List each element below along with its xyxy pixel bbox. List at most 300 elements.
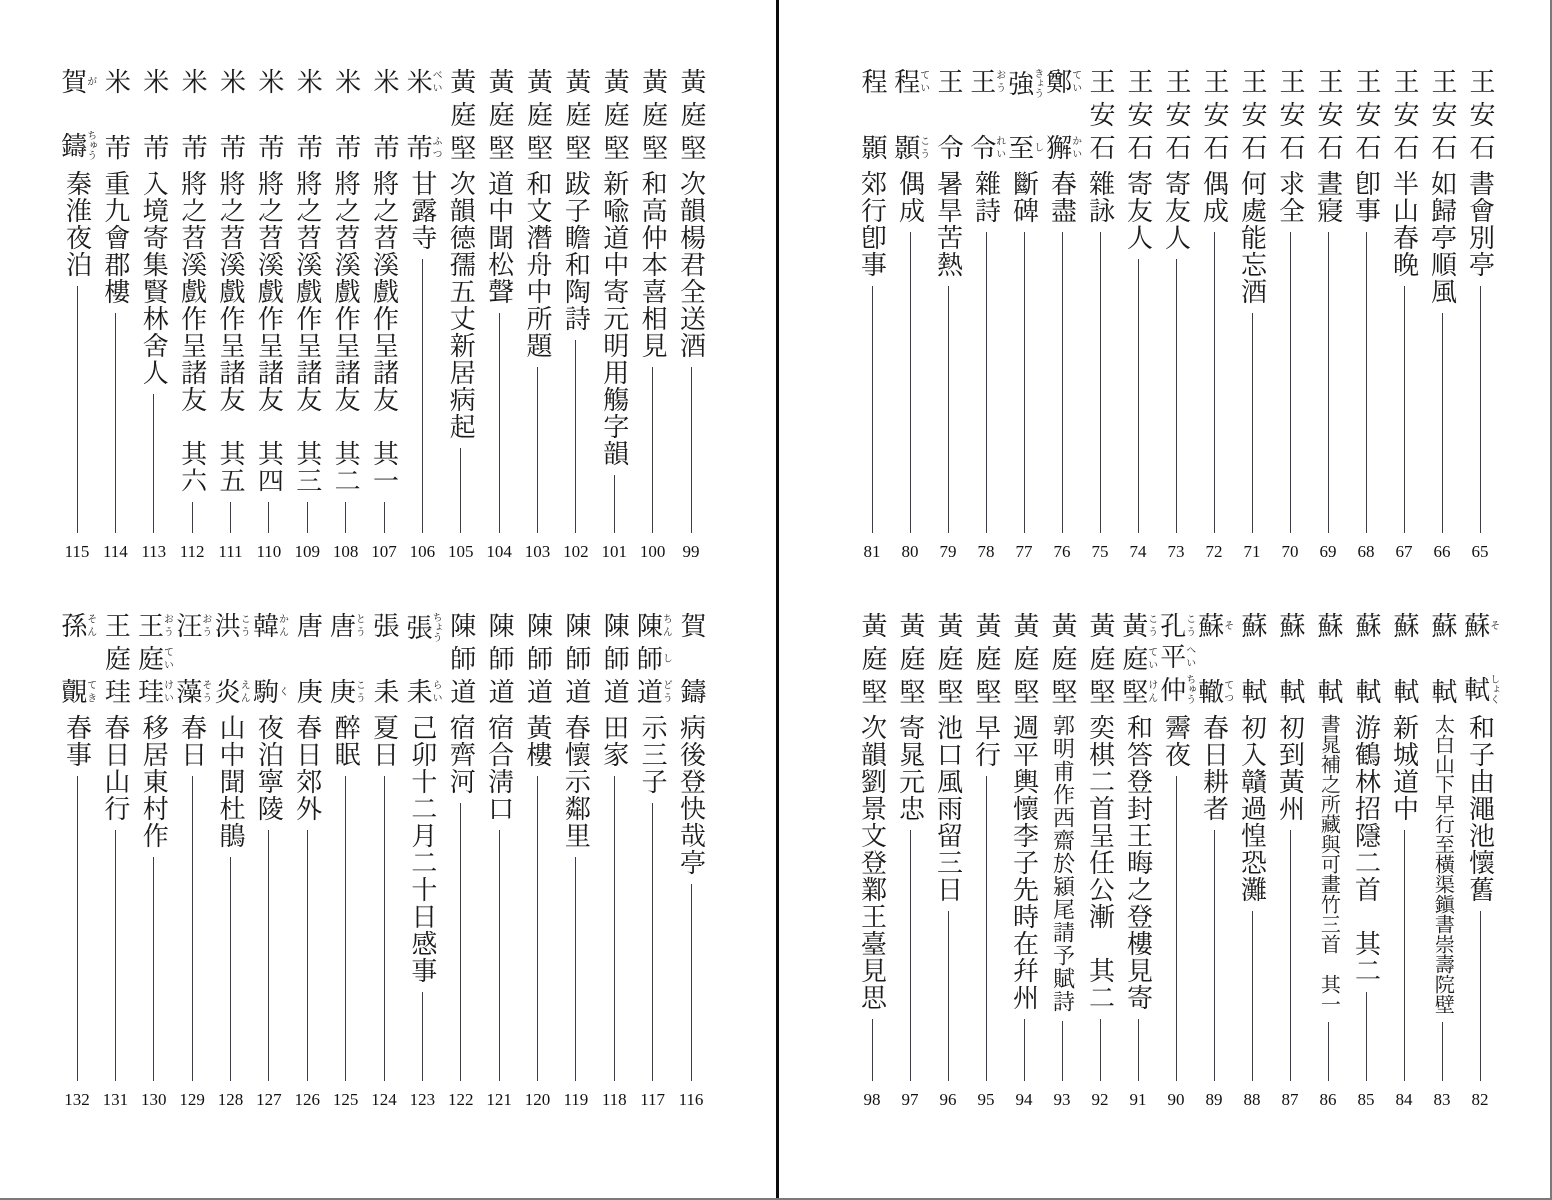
entry-leader-line <box>1252 313 1253 533</box>
entry-page-number: 91 <box>1129 1090 1147 1109</box>
author-char: 庭 <box>101 645 131 671</box>
toc-entry <box>1005 612 1043 1110</box>
toc-entry <box>595 612 633 1110</box>
entry-page-number: 128 <box>217 1090 244 1109</box>
entry-leader-line <box>460 448 461 533</box>
author-char: 蘇 <box>1352 612 1381 638</box>
entry-leader-line <box>910 232 911 533</box>
author-char: 堅 <box>858 678 887 704</box>
author-furigana: どう <box>660 678 672 704</box>
entry-page-number: 116 <box>678 1090 704 1109</box>
entry-leader-line <box>1062 1021 1063 1081</box>
author-char: 安 <box>1200 101 1229 127</box>
entry-leader-line <box>460 803 461 1081</box>
author-char: 王 <box>1086 68 1115 94</box>
author-char: 堅 <box>561 134 591 160</box>
entry-leader-line <box>691 367 692 533</box>
entry-page-number: 106 <box>409 542 436 561</box>
author-furigana: ちょう <box>430 612 442 642</box>
entry-leader-line <box>115 830 116 1081</box>
entry-author-name <box>640 68 666 160</box>
author-char: 師 <box>600 645 630 671</box>
author-char: 庭 <box>934 645 963 671</box>
entry-leader-line <box>1480 911 1481 1081</box>
author-char: 轍てつ <box>1194 678 1233 704</box>
entry-poem-title: 醉眠 <box>331 714 361 768</box>
author-char: 王 <box>1390 68 1419 94</box>
entry-leader-line <box>153 394 154 533</box>
toc-entry <box>96 68 134 562</box>
entry-poem-title: 初入贛過惶恐灘 <box>1237 714 1267 903</box>
author-char: 米 <box>370 68 399 94</box>
author-char: 安 <box>1124 101 1153 127</box>
entry-leader-line <box>422 259 423 533</box>
author-char: 強きょう <box>1004 68 1043 98</box>
author-char: 陳 <box>600 612 630 638</box>
entry-poem-title: 奕棋二首呈任公漸 其二 <box>1085 714 1115 1011</box>
entry-poem-title: 甘露寺 <box>407 170 437 251</box>
author-char: 孔こう <box>1156 612 1195 638</box>
toc-entry <box>1195 612 1233 1110</box>
author-furigana: てい <box>1069 68 1081 94</box>
entry-poem-title: 田家 <box>599 714 629 768</box>
entry-page-number: 132 <box>64 1090 90 1109</box>
entry-author-name <box>1196 612 1233 704</box>
author-char: 米 <box>178 68 208 94</box>
entry-author-name <box>256 68 282 160</box>
author-char: 蘇 <box>1314 612 1343 638</box>
author-furigana: こう <box>1183 612 1195 638</box>
entry-author-name <box>678 612 704 704</box>
entry-page-number: 108 <box>332 542 359 561</box>
entry-leader-line <box>614 475 615 533</box>
author-char: 王 <box>1466 68 1495 94</box>
toc-entry <box>442 68 480 562</box>
entry-author-name <box>1462 612 1499 704</box>
entry-page-number: 73 <box>1167 542 1185 561</box>
author-furigana: が <box>84 68 96 94</box>
entry-author-name <box>101 612 131 704</box>
toc-entry <box>327 612 365 1110</box>
author-char: 道どう <box>633 678 672 704</box>
entry-leader-line <box>537 776 538 1081</box>
author-char: 王 <box>101 612 131 638</box>
entry-leader-line <box>384 502 385 533</box>
author-char: 芾 <box>254 134 284 160</box>
author-char: 庭 <box>1086 645 1115 671</box>
entry-author-name <box>563 612 589 704</box>
author-char: 庭 <box>638 101 668 127</box>
entry-page-number: 104 <box>486 542 512 561</box>
entry-leader-line <box>1366 232 1367 533</box>
entry-page-number: 110 <box>256 542 282 561</box>
entry-author-name <box>404 612 441 704</box>
toc-entry <box>967 612 1005 1110</box>
author-furigana: く <box>276 678 288 704</box>
entry-leader-line <box>268 502 269 533</box>
author-char: 鄭てい <box>1042 68 1081 94</box>
entry-author-name <box>141 68 167 160</box>
author-char: 堅 <box>896 678 925 704</box>
author-char: 芾 <box>101 134 131 160</box>
entry-poem-title: 春日耕者 <box>1199 714 1229 822</box>
entry-author-name <box>448 612 474 704</box>
author-furigana: とう <box>353 612 365 638</box>
entry-poem-title: 次韻楊君全送酒 <box>676 170 706 359</box>
entry-page-number: 118 <box>601 1090 627 1109</box>
author-char: 庭 <box>485 101 515 127</box>
author-char: 張 <box>370 612 399 638</box>
author-char: 芾 <box>139 134 169 160</box>
author-char: 安 <box>1466 101 1495 127</box>
entry-author-name <box>1315 612 1341 704</box>
entry-leader-line <box>1366 992 1367 1081</box>
author-char: 黃 <box>1086 612 1115 638</box>
entry-author-name <box>897 612 923 704</box>
author-char: 黃 <box>638 68 668 94</box>
entry-page-number: 101 <box>601 542 627 561</box>
author-furigana: おう <box>993 68 1005 94</box>
author-char: 堅 <box>972 678 1001 704</box>
toc-entry <box>1271 612 1309 1110</box>
entry-author-name <box>600 68 630 160</box>
author-char: 耒 <box>370 678 399 704</box>
toc-entry <box>891 68 929 562</box>
entry-author-name <box>1391 68 1417 160</box>
author-char: 芾ふつ <box>403 134 442 160</box>
author-char: 安 <box>1162 101 1191 127</box>
author-char: 蘇 <box>1238 612 1267 638</box>
entry-poem-title: 和子由澠池懷舊 <box>1465 714 1495 903</box>
entry-leader-line <box>307 830 308 1081</box>
entry-author-name <box>634 612 671 704</box>
author-char: 至し <box>1004 134 1043 160</box>
toc-entry <box>1119 612 1157 1110</box>
entry-poem-title: 夏日 <box>369 714 399 768</box>
entry-poem-title: 太白山下早行至橫渠鎭書崇壽院壁 <box>1431 714 1454 1014</box>
author-char: 黃 <box>934 612 963 638</box>
entry-poem-title: 早行 <box>971 714 1001 768</box>
entry-author-name <box>1006 68 1043 160</box>
author-char: 米 <box>101 68 131 94</box>
entry-page-number: 66 <box>1433 542 1451 561</box>
author-char: 王 <box>934 68 963 94</box>
entry-author-name <box>59 612 96 704</box>
author-char: 唐とう <box>326 612 365 638</box>
toc-entry <box>672 68 710 562</box>
entry-page-number: 102 <box>563 542 589 561</box>
entry-page-number: 65 <box>1471 542 1489 561</box>
author-char: 珪けい <box>134 678 173 704</box>
entry-author-name <box>1158 612 1195 704</box>
entry-page-number: 74 <box>1129 542 1147 561</box>
author-char: 黃こう <box>1118 612 1157 638</box>
entry-author-name <box>1125 68 1151 160</box>
entry-author-name <box>212 612 249 704</box>
author-char: 令 <box>934 134 963 160</box>
author-char: 庭 <box>677 101 706 127</box>
entry-page-number: 103 <box>524 542 551 561</box>
toc-entry <box>173 612 211 1110</box>
author-char: 蘇 <box>1276 612 1305 638</box>
entry-leader-line <box>652 367 653 533</box>
author-char: 道 <box>600 678 630 704</box>
entry-poem-title: 春日 <box>177 714 207 768</box>
entry-author-name <box>935 612 961 704</box>
author-char: 王 <box>1352 68 1381 94</box>
toc-entry <box>1043 612 1081 1110</box>
entry-author-name <box>1049 612 1075 704</box>
author-char: 米 <box>254 68 284 94</box>
entry-leader-line <box>691 884 692 1081</box>
entry-page-number: 81 <box>863 542 881 561</box>
toc-entry <box>1119 68 1157 562</box>
entry-poem-title: 秦淮夜泊 <box>62 170 92 278</box>
author-char: 黃 <box>1010 612 1039 638</box>
entry-page-number: 100 <box>639 542 666 561</box>
entry-author-name <box>1353 612 1379 704</box>
toc-entry <box>1195 68 1233 562</box>
entry-page-number: 129 <box>179 1090 205 1109</box>
author-char: 張ちょう <box>403 612 442 642</box>
entry-poem-title: 次韻劉景文登鄴王臺見思 <box>857 714 887 1011</box>
author-char: 王おう <box>134 612 173 638</box>
toc-entry <box>1461 612 1499 1110</box>
author-furigana: べい <box>430 68 442 94</box>
entry-author-name <box>1087 612 1113 704</box>
entry-leader-line <box>948 286 949 533</box>
author-char: 安 <box>1238 101 1267 127</box>
entry-leader-line <box>307 502 308 533</box>
entry-page-number: 87 <box>1281 1090 1299 1109</box>
entry-page-number: 80 <box>901 542 919 561</box>
toc-entry <box>1309 68 1347 562</box>
entry-author-name <box>485 612 515 704</box>
entry-leader-line <box>575 340 576 533</box>
entry-page-number: 111 <box>218 542 243 561</box>
toc-entry <box>519 612 557 1110</box>
entry-page-number: 95 <box>977 1090 995 1109</box>
author-char: 黃 <box>523 68 553 94</box>
toc-section-left-bottom <box>58 612 710 1110</box>
author-char: 石 <box>1390 134 1419 160</box>
entry-leader-line <box>384 776 385 1081</box>
entry-poem-title: 移居東村作 <box>139 714 169 849</box>
entry-leader-line <box>1176 259 1177 533</box>
entry-page-number: 93 <box>1053 1090 1071 1109</box>
entry-poem-title: 宿齊河 <box>446 714 476 795</box>
entry-poem-title: 春盡 <box>1047 170 1077 224</box>
author-furigana: けい <box>161 678 173 704</box>
entry-author-name <box>1120 612 1157 704</box>
toc-entry <box>519 68 557 562</box>
entry-leader-line <box>115 313 116 533</box>
author-char: 王おう <box>966 68 1005 94</box>
author-furigana: そ <box>1487 612 1499 638</box>
author-char: 王 <box>1124 68 1153 94</box>
entry-author-name <box>935 68 961 160</box>
author-furigana: てい <box>1145 645 1157 671</box>
toc-entry <box>135 612 173 1110</box>
entry-leader-line <box>1328 232 1329 533</box>
entry-leader-line <box>1100 1019 1101 1081</box>
entry-author-name <box>293 612 323 704</box>
entry-page-number: 126 <box>294 1090 320 1109</box>
toc-entry <box>967 68 1005 562</box>
entry-poem-title: 初到黃州 <box>1275 714 1305 822</box>
toc-entry <box>891 612 929 1110</box>
entry-author-name <box>600 612 630 704</box>
entry-page-number: 86 <box>1319 1090 1337 1109</box>
entry-leader-line <box>1480 286 1481 533</box>
entry-page-number: 114 <box>102 542 128 561</box>
entry-page-number: 72 <box>1205 542 1223 561</box>
toc-entry <box>634 612 672 1110</box>
entry-author-name <box>251 612 288 704</box>
entry-leader-line <box>1024 1019 1025 1081</box>
toc-entry <box>327 68 365 562</box>
entry-leader-line <box>499 830 500 1081</box>
author-char: 鑄 <box>677 678 706 704</box>
entry-page-number: 96 <box>939 1090 957 1109</box>
toc-entry <box>58 68 96 562</box>
entry-poem-title: 將之苕溪戲作呈諸友 其一 <box>369 170 399 494</box>
author-furigana: きょう <box>1031 68 1043 98</box>
author-char: 平へい <box>1156 643 1195 669</box>
toc-entry <box>442 612 480 1110</box>
entry-leader-line <box>192 776 193 1081</box>
entry-page-number: 69 <box>1319 542 1337 561</box>
entry-author-name <box>525 68 551 160</box>
entry-author-name <box>1277 68 1303 160</box>
toc-entry <box>634 68 672 562</box>
author-char: 王 <box>1276 68 1305 94</box>
entry-page-number: 112 <box>179 542 205 561</box>
author-char: 米 <box>293 68 323 94</box>
author-char: 陳 <box>485 612 515 638</box>
author-char: 庭 <box>972 645 1001 671</box>
entry-leader-line <box>1214 830 1215 1081</box>
entry-poem-title: 入境寄集賢林舍人 <box>139 170 169 386</box>
entry-poem-title: 求全 <box>1275 170 1305 224</box>
entry-page-number: 82 <box>1471 1090 1489 1109</box>
author-char: 芾 <box>178 134 208 160</box>
author-char: 陳ちん <box>633 612 672 638</box>
entry-leader-line <box>986 776 987 1081</box>
author-furigana: し <box>1031 134 1043 160</box>
author-char: 石 <box>1162 134 1191 160</box>
entry-poem-title: 霽夜 <box>1161 714 1191 768</box>
toc-entry <box>1347 612 1385 1110</box>
entry-poem-title: 將之苕溪戲作呈諸友 其二 <box>331 170 361 494</box>
author-char: 石 <box>1238 134 1267 160</box>
entry-poem-title: 示三子 <box>638 714 668 795</box>
author-furigana: かん <box>276 612 288 638</box>
entry-page-number: 121 <box>486 1090 512 1109</box>
author-char: 庭てい <box>134 645 173 671</box>
entry-page-number: 68 <box>1357 542 1375 561</box>
entry-leader-line <box>192 502 193 533</box>
entry-leader-line <box>1328 1022 1329 1081</box>
entry-page-number: 79 <box>939 542 957 561</box>
entry-leader-line <box>1214 232 1215 533</box>
author-char: 堅 <box>446 134 476 160</box>
entry-page-number: 92 <box>1091 1090 1109 1109</box>
entry-page-number: 98 <box>863 1090 881 1109</box>
author-char: 師し <box>633 645 672 671</box>
author-char: 洪こう <box>211 612 250 638</box>
entry-page-number: 130 <box>141 1090 167 1109</box>
author-char: 程 <box>858 68 887 94</box>
author-char: 陳 <box>561 612 591 638</box>
author-char: 米べい <box>403 68 442 94</box>
author-char: 蘇 <box>1428 612 1457 638</box>
author-furigana: こう <box>238 612 250 638</box>
author-char: 唐 <box>293 612 323 638</box>
entry-author-name <box>293 68 323 160</box>
entry-author-name <box>1163 68 1189 160</box>
author-char: 王 <box>1200 68 1229 94</box>
author-char: 韓かん <box>249 612 288 638</box>
entry-leader-line <box>422 992 423 1081</box>
author-char: 庭 <box>1048 645 1077 671</box>
toc-entry <box>1157 68 1195 562</box>
author-char: 安 <box>1276 101 1305 127</box>
entry-leader-line <box>948 911 949 1081</box>
entry-poem-title: 己卯十二月二十日感事 <box>407 714 437 984</box>
author-char: 令れい <box>966 134 1005 160</box>
entry-page-number: 99 <box>682 542 700 561</box>
author-char: 賀 <box>677 612 706 638</box>
entry-poem-title: 春懷示鄰里 <box>561 714 591 849</box>
entry-author-name <box>859 612 885 704</box>
entry-poem-title: 和文潛舟中所題 <box>523 170 553 359</box>
entry-leader-line <box>652 803 653 1081</box>
author-furigana: てい <box>161 645 173 671</box>
author-furigana: しょく <box>1487 674 1499 704</box>
entry-page-number: 76 <box>1053 542 1071 561</box>
toc-entry <box>288 612 326 1110</box>
entry-leader-line <box>575 857 576 1081</box>
author-furigana: こう <box>1145 612 1157 638</box>
toc-entry <box>250 612 288 1110</box>
entry-poem-title: 跋子瞻和陶詩 <box>561 170 591 332</box>
entry-poem-title: 將之苕溪戲作呈諸友 其三 <box>292 170 322 494</box>
entry-page-number: 123 <box>409 1090 436 1109</box>
author-char: 芾 <box>293 134 323 160</box>
author-furigana: けん <box>1145 678 1157 704</box>
entry-poem-title: 暑旱苦熱 <box>933 170 963 278</box>
author-char: 黃 <box>485 68 515 94</box>
author-char: 安 <box>1428 101 1457 127</box>
author-char: 黃 <box>1048 612 1077 638</box>
author-char: 芾 <box>370 134 399 160</box>
toc-entry <box>212 68 250 562</box>
author-char: 耒らい <box>403 678 442 704</box>
author-char: 軾 <box>1428 678 1457 704</box>
author-char: 堅けん <box>1118 678 1157 704</box>
entry-poem-title: 將之苕溪戲作呈諸友 其四 <box>254 170 284 494</box>
page-gutter-divider <box>776 0 779 1200</box>
author-char: 道 <box>446 678 476 704</box>
entry-poem-title: 郊行卽事 <box>857 170 887 278</box>
entry-leader-line <box>499 313 500 533</box>
author-char: 駒く <box>249 678 288 704</box>
author-char: 安 <box>1390 101 1419 127</box>
author-furigana: てき <box>84 678 96 704</box>
entry-poem-title: 重九會郡樓 <box>100 170 130 305</box>
entry-poem-title: 雜詠 <box>1085 170 1115 224</box>
